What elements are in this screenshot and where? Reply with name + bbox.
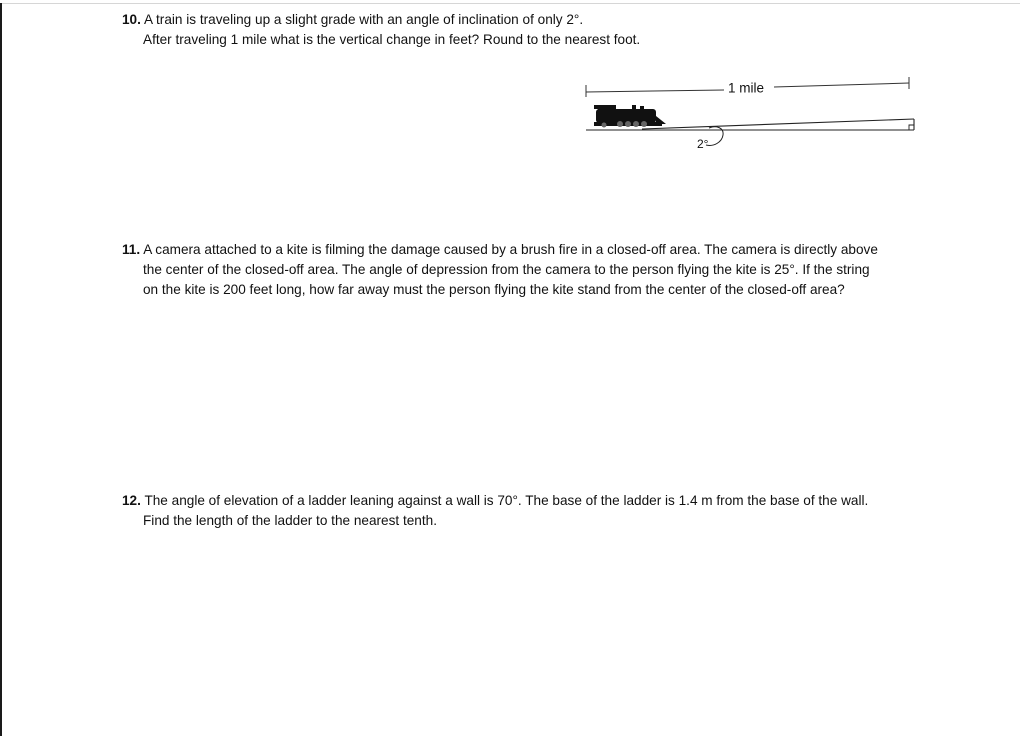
problem-12-text-1: The angle of elevation of a ladder leaning against a wall is 70°. The base of the ladder is 1.4 m from the base of the wall. <box>144 493 869 508</box>
problem-12-line-1 <box>122 491 868 511</box>
train-incline-diagram <box>582 74 922 160</box>
right-angle-mark <box>909 125 914 130</box>
problem-12-text-2: Find the length of the ladder to the nearest tenth. <box>143 512 437 528</box>
problem-10-line-1 <box>122 10 640 30</box>
problem-11-text-2: the center of the closed-off area. The angle of depression from the camera to the person flying the kite is 25°. If the string <box>143 261 870 277</box>
dimension-line-left <box>586 90 724 92</box>
problem-12 <box>122 491 868 531</box>
incline-line <box>642 119 914 129</box>
problem-11-number: 11. <box>122 242 141 257</box>
problem-11-line-1 <box>122 240 878 260</box>
problem-10-text-1: A train is traveling up a slight grade with an angle of inclination of only 2°. <box>143 12 584 27</box>
page-top-border <box>0 3 1020 4</box>
dimension-line-right <box>774 83 909 87</box>
problem-10-text-2: After traveling 1 mile what is the vertical change in feet? Round to the nearest foot. <box>143 31 641 47</box>
problem-12-number: 12. <box>122 493 141 508</box>
problem-10 <box>122 10 640 50</box>
page-left-border <box>0 3 2 736</box>
distance-label: 1 mile <box>728 80 765 96</box>
angle-label: 2° <box>697 137 709 151</box>
problem-11-text-3: on the kite is 200 feet long, how far away must the person flying the kite stand from the center of the closed-off area? <box>143 281 845 297</box>
train-icon <box>594 105 666 128</box>
problem-10-number: 10. <box>122 12 141 27</box>
problem-11 <box>122 240 878 299</box>
problem-11-text-1: A camera attached to a kite is filming the damage caused by a brush fire in a closed-off area. The camera is directly above <box>143 242 878 257</box>
